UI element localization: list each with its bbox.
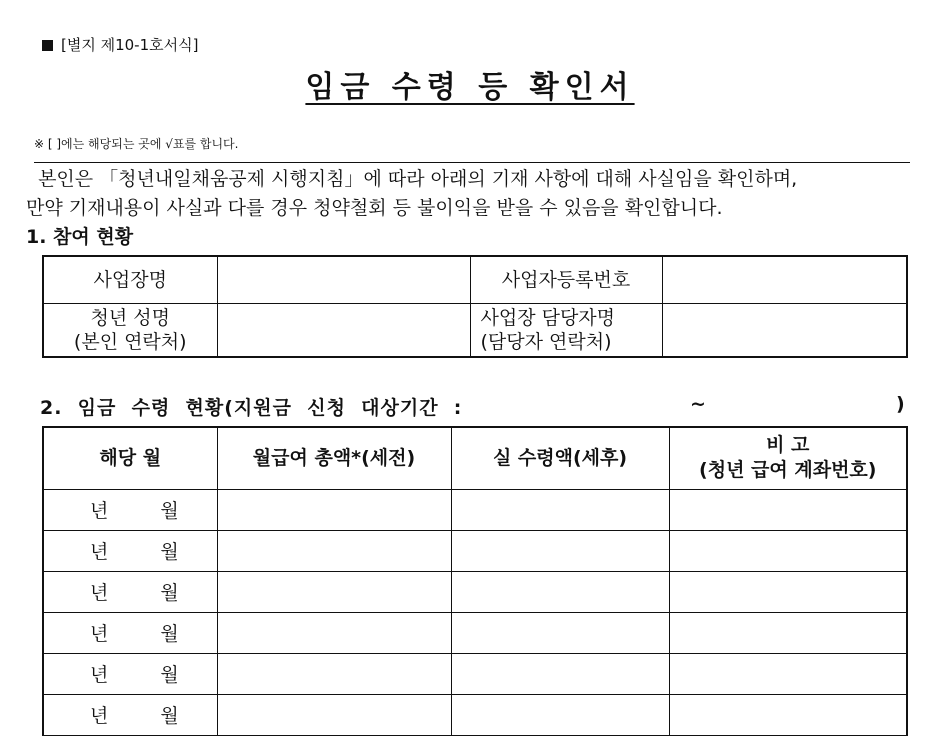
month-label: 월 bbox=[160, 500, 179, 522]
gross-cell[interactable] bbox=[217, 694, 451, 735]
remarks-cell[interactable] bbox=[669, 612, 907, 653]
table-row bbox=[43, 530, 907, 571]
month-cell[interactable] bbox=[43, 530, 217, 571]
gross-cell[interactable] bbox=[217, 612, 451, 653]
gross-cell[interactable] bbox=[217, 653, 451, 694]
table-row bbox=[43, 653, 907, 694]
year-label: 년 bbox=[90, 664, 109, 686]
net-cell[interactable] bbox=[451, 530, 669, 571]
remarks-cell[interactable] bbox=[669, 530, 907, 571]
month-label: 월 bbox=[160, 541, 179, 563]
intro-paragraph bbox=[26, 165, 906, 223]
manager-name-label bbox=[470, 303, 662, 357]
net-cell[interactable] bbox=[451, 571, 669, 612]
net-cell[interactable] bbox=[451, 653, 669, 694]
net-cell[interactable] bbox=[451, 694, 669, 735]
table-row bbox=[43, 571, 907, 612]
year-label: 년 bbox=[90, 623, 109, 645]
period-close: ) bbox=[896, 393, 906, 415]
net-cell[interactable] bbox=[451, 489, 669, 530]
month-cell[interactable] bbox=[43, 612, 217, 653]
section-1-heading: 1. 참여 현황 bbox=[26, 226, 134, 248]
month-label: 월 bbox=[160, 705, 179, 727]
table-row bbox=[43, 612, 907, 653]
gross-cell[interactable] bbox=[217, 489, 451, 530]
youth-contact-text: (본인 연락처) bbox=[73, 330, 187, 353]
youth-name-text: 청년 성명 bbox=[90, 306, 170, 329]
month-cell[interactable] bbox=[43, 653, 217, 694]
manager-name-input-cell[interactable] bbox=[662, 303, 907, 357]
wage-table bbox=[42, 426, 908, 736]
col-remarks-header bbox=[669, 427, 907, 489]
youth-name-input-cell[interactable] bbox=[217, 303, 470, 357]
intro-line-1: 본인은 「청년내일채움공제 시행지침」에 따라 아래의 기재 사항에 대해 사실임을 확인하며, bbox=[26, 168, 798, 190]
remarks-title: 비 고 bbox=[766, 434, 810, 457]
table-row bbox=[43, 694, 907, 735]
square-bullet-icon bbox=[42, 40, 53, 51]
form-reference-text: [별지 제10-1호서식] bbox=[61, 36, 199, 54]
table-row bbox=[43, 489, 907, 530]
business-no-input-cell[interactable] bbox=[662, 256, 907, 303]
business-no-label: 사업자등록번호 bbox=[470, 256, 662, 303]
section-2-heading bbox=[40, 393, 906, 420]
month-cell[interactable] bbox=[43, 571, 217, 612]
col-gross-header: 월급여 총액*(세전) bbox=[217, 427, 451, 489]
manager-name-text: 사업장 담당자명 bbox=[480, 306, 616, 329]
workplace-input-cell[interactable] bbox=[217, 256, 470, 303]
remarks-cell[interactable] bbox=[669, 489, 907, 530]
month-label: 월 bbox=[160, 623, 179, 645]
gross-cell[interactable] bbox=[217, 571, 451, 612]
month-cell[interactable] bbox=[43, 694, 217, 735]
remarks-cell[interactable] bbox=[669, 571, 907, 612]
document-title: 임금 수령 등 확인서 bbox=[305, 70, 635, 105]
workplace-label: 사업장명 bbox=[43, 256, 217, 303]
year-label: 년 bbox=[90, 705, 109, 727]
remarks-subtitle: (청년 급여 계좌번호) bbox=[699, 459, 877, 482]
section-2-heading-text: 2. 임금 수령 현황(지원금 신청 대상기간 : bbox=[40, 397, 463, 419]
divider bbox=[34, 162, 910, 163]
youth-name-label bbox=[43, 303, 217, 357]
period-tilde: ~ bbox=[690, 393, 707, 415]
intro-line-2: 만약 기재내용이 사실과 다를 경우 청약철회 등 불이익을 받을 수 있음을 확인합니다. bbox=[26, 197, 723, 219]
manager-contact-text: (담당자 연락처) bbox=[480, 330, 612, 353]
remarks-cell[interactable] bbox=[669, 694, 907, 735]
col-month-header: 해당 월 bbox=[43, 427, 217, 489]
participation-table bbox=[42, 255, 908, 358]
col-net-header: 실 수령액(세후) bbox=[451, 427, 669, 489]
year-label: 년 bbox=[90, 500, 109, 522]
year-label: 년 bbox=[90, 582, 109, 604]
gross-cell[interactable] bbox=[217, 530, 451, 571]
year-label: 년 bbox=[90, 541, 109, 563]
checkbox-note: ※ [ ]에는 해당되는 곳에 √표를 합니다. bbox=[34, 137, 239, 151]
month-label: 월 bbox=[160, 664, 179, 686]
form-reference bbox=[42, 34, 198, 55]
month-cell[interactable] bbox=[43, 489, 217, 530]
month-label: 월 bbox=[160, 582, 179, 604]
remarks-cell[interactable] bbox=[669, 653, 907, 694]
net-cell[interactable] bbox=[451, 612, 669, 653]
